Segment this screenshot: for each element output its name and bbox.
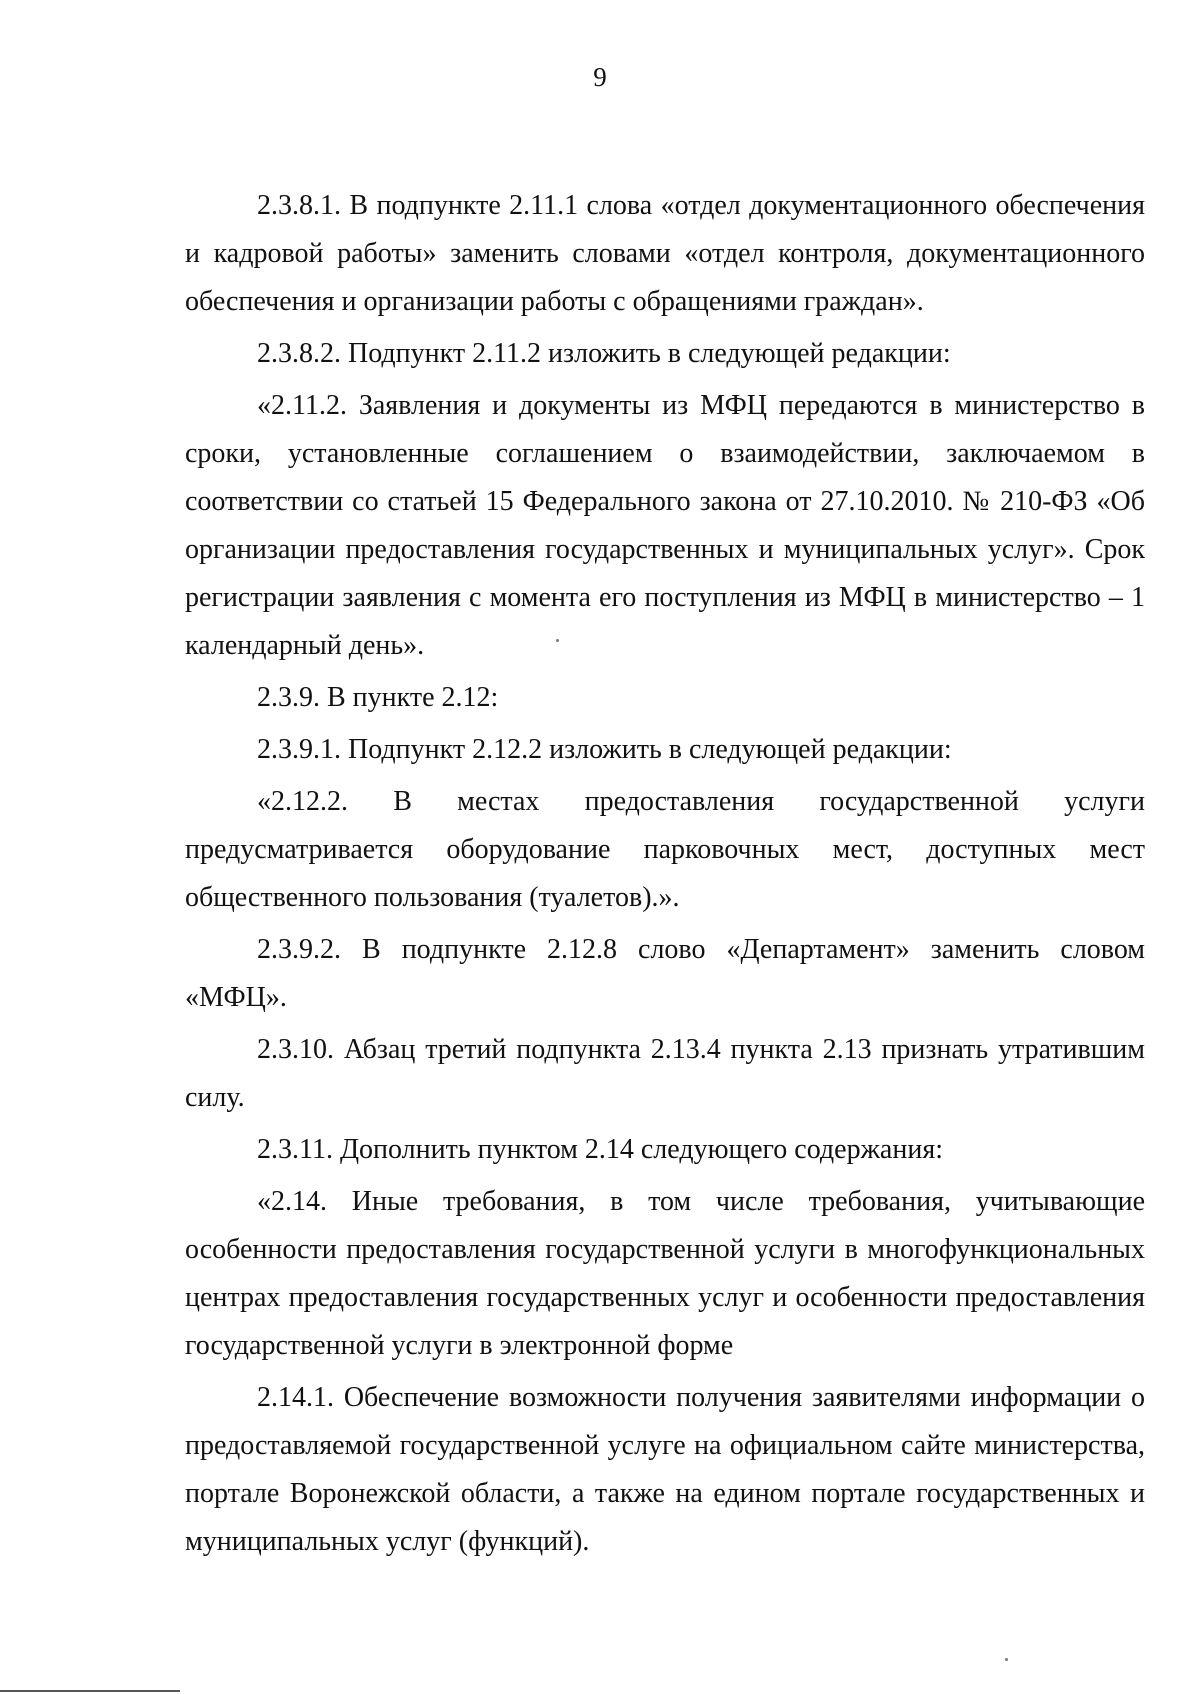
paragraph-2-3-8-1: 2.3.8.1. В подпункте 2.11.1 слова «отдел документационного обеспечения и кадровой работы» заменить словами «отдел контроля, документационного обеспечения и организации работы с обращениями граждан». (185, 190, 1145, 317)
document-body (185, 182, 1145, 1570)
paragraph-2-3-9: 2.3.9. В пункте 2.12: (257, 682, 499, 713)
paragraph-2-12-2-quote: «2.12.2. В местах предоставления государственной услуги предусматривается оборудование парковочных мест, доступных мест общественного пользования (туалетов).». (185, 786, 1145, 913)
scan-edge-line (0, 1690, 180, 1692)
paragraph-2-3-9-1: 2.3.9.1. Подпункт 2.12.2 изложить в следующей редакции: (257, 734, 952, 765)
paragraph-2-11-2-quote: «2.11.2. Заявления и документы из МФЦ передаются в министерство в сроки, установленные соглашением о взаимодействии, заключаемом в соответствии со статьей 15 Федерального закона от 27.10.2010. № 210-ФЗ «Об организации предоставления государственных и муниципальных услуг». Срок регистрации заявления с момента его поступления из МФЦ в министерство – 1 календарный день». (185, 390, 1145, 661)
paragraph-2-3-10: 2.3.10. Абзац третий подпункта 2.13.4 пункта 2.13 признать утратившим силу. (185, 1034, 1145, 1113)
scan-speck (556, 639, 559, 642)
paragraph-2-14-1: 2.14.1. Обеспечение возможности получения заявителями информации о предоставляемой государственной услуге на официальном сайте министерства, портале Воронежской области, а также на едином портале государственных и муниципальных услуг (функций). (185, 1382, 1145, 1557)
paragraph-2-14-quote: «2.14. Иные требования, в том числе требования, учитывающие особенности предоставления государственной услуги в многофункциональных центрах предоставления государственных услуг и особенности предоставления государственной услуги в электронной форме (185, 1186, 1145, 1361)
scan-speck (1005, 1658, 1008, 1661)
paragraph-2-3-9-2: 2.3.9.2. В подпункте 2.12.8 слово «Департамент» заменить словом «МФЦ». (185, 934, 1145, 1013)
paragraph-2-3-8-2: 2.3.8.2. Подпункт 2.11.2 изложить в следующей редакции: (257, 338, 951, 369)
paragraph-2-3-11: 2.3.11. Дополнить пунктом 2.14 следующего содержания: (257, 1134, 943, 1165)
page-number: 9 (593, 62, 607, 92)
